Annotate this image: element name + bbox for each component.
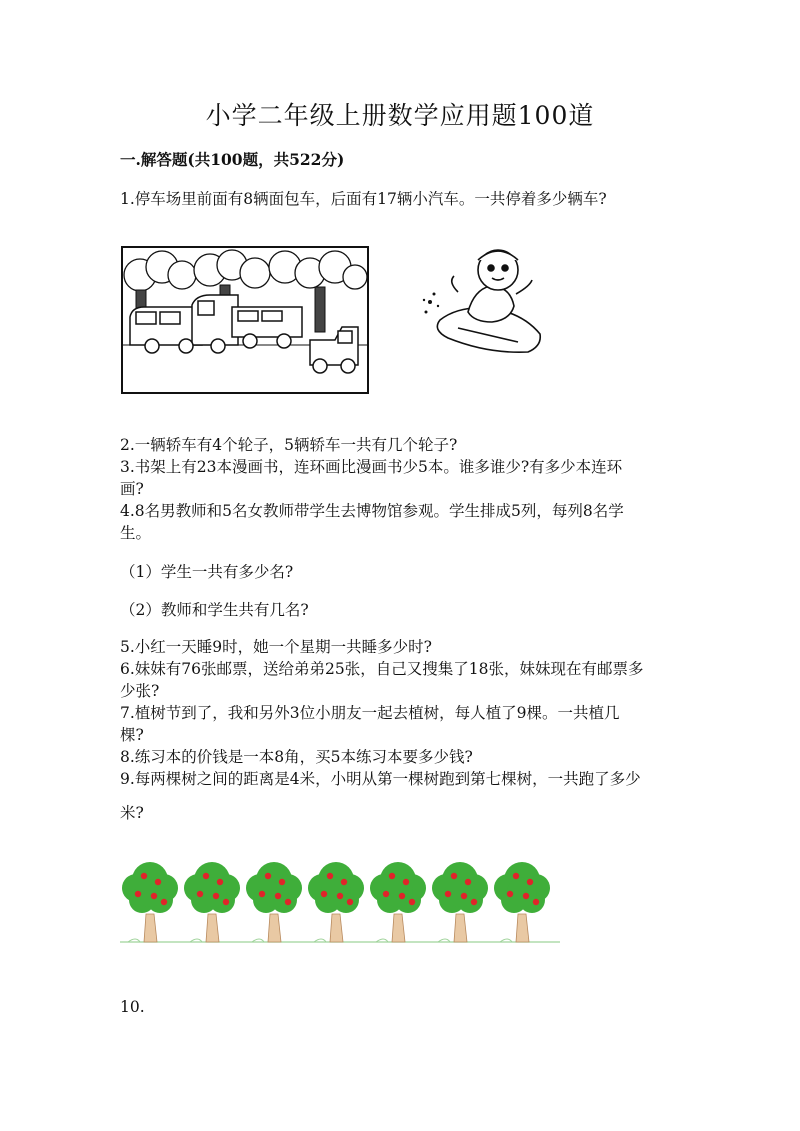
parking-lot-illustration (120, 245, 370, 395)
question-7-line-1: 7.植树节到了，我和另外3位小朋友一起去植树，每人植了9棵。一共植几 (120, 704, 620, 722)
apple-tree (246, 862, 302, 942)
apple-tree (308, 862, 364, 942)
apple-tree (184, 862, 240, 942)
apple-tree (370, 862, 426, 942)
question-1: 1.停车场里前面有8辆面包车，后面有17辆小汽车。一共停着多少辆车? (120, 190, 607, 208)
question-9-line-2: 米? (120, 804, 144, 822)
question-6-line-1: 6.妹妹有76张邮票，送给弟弟25张，自己又搜集了18张，妹妹现在有邮票多 (120, 660, 644, 678)
question-8: 8.练习本的价钱是一本8角，买5本练习本要多少钱? (120, 748, 473, 766)
question-2: 2.一辆轿车有4个轮子，5辆轿车一共有几个轮子? (120, 436, 458, 454)
question-3-line-2: 画? (120, 480, 144, 498)
question-4-line-2: 生。 (120, 524, 152, 542)
apple-tree (432, 862, 488, 942)
question-5: 5.小红一天睡9时，她一个星期一共睡多少时? (120, 638, 432, 656)
apple-tree (494, 862, 550, 942)
apple-tree-row-illustration (120, 862, 560, 946)
page-title: 小学二年级上册数学应用题100道 (205, 101, 595, 130)
question-7-line-2: 棵? (120, 726, 144, 744)
question-9-line-1: 9.每两棵树之间的距离是4米，小明从第一棵树跑到第七棵树，一共跑了多少 (120, 770, 641, 788)
question-3-line-1: 3.书架上有23本漫画书，连环画比漫画书少5本。谁多谁少?有多少本连环 (120, 458, 623, 476)
question-4-subquestion-1: （1）学生一共有多少名? (120, 563, 294, 581)
apple-tree (122, 862, 178, 942)
snowboarding-tiger-illustration (418, 242, 548, 362)
question-4-line-1: 4.8名男教师和5名女教师带学生去博物馆参观。学生排成5列，每列8名学 (120, 502, 624, 520)
question-6-line-2: 少张? (120, 682, 160, 700)
section-heading: 一.解答题(共100题，共522分) (120, 150, 345, 169)
question-4-subquestion-2: （2）教师和学生共有几名? (120, 601, 309, 619)
question-10: 10. (120, 998, 145, 1016)
